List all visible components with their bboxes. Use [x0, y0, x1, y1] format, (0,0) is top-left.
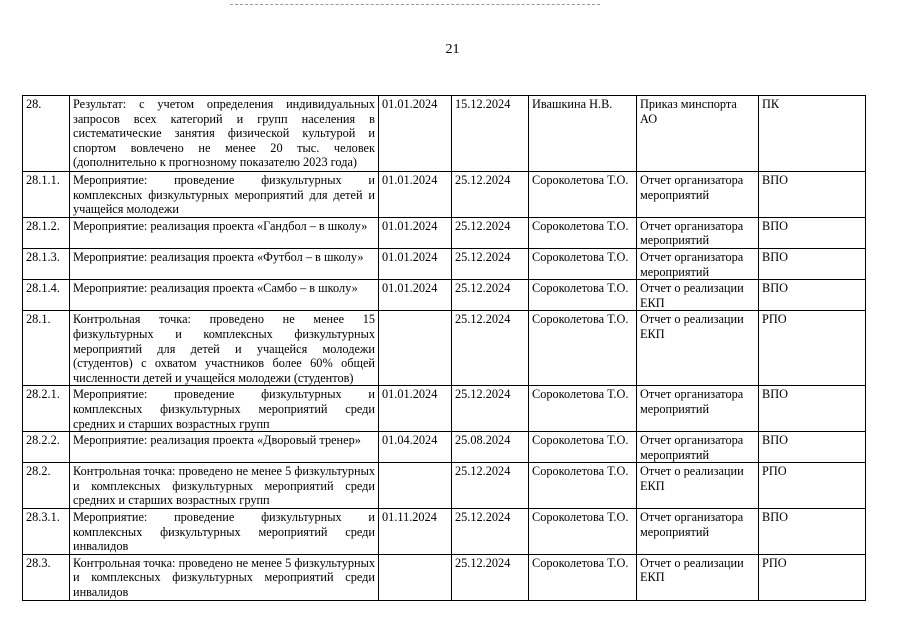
responsible: Сороколетова Т.О. — [529, 280, 637, 311]
table-row — [23, 217, 866, 248]
responsible: Сороколетова Т.О. — [529, 172, 637, 218]
row-number: 28.2. — [23, 463, 70, 509]
document-type: Отчет о реализации ЕКП — [637, 463, 759, 509]
end-date: 25.12.2024 — [452, 509, 529, 555]
responsible: Сороколетова Т.О. — [529, 554, 637, 600]
document-type: Отчет о реализации ЕКП — [637, 554, 759, 600]
task-description: Контрольная точка: проведено не менее 15 физкультурных и комплексных физкультурных мероприятий для детей и учащейся молодежи (студентов) с охватом участников более 60% общей численности детей и учащейся молодежи (студентов) — [70, 311, 379, 386]
start-date: 01.11.2024 — [379, 509, 452, 555]
responsible: Сороколетова Т.О. — [529, 386, 637, 432]
start-date — [379, 463, 452, 509]
task-description: Контрольная точка: проведено не менее 5 физкультурных и комплексных физкультурных мероприятий среди средних и старших возрастных групп — [70, 463, 379, 509]
document-type: Приказ минспорта АО — [637, 96, 759, 172]
document-type: Отчет организатора мероприятий — [637, 248, 759, 279]
table-row — [23, 280, 866, 311]
document-type: Отчет организатора мероприятий — [637, 432, 759, 463]
task-description: Мероприятие: реализация проекта «Футбол – в школу» — [70, 248, 379, 279]
end-date: 25.12.2024 — [452, 172, 529, 218]
end-date: 25.12.2024 — [452, 311, 529, 386]
control-level: ВПО — [759, 172, 866, 218]
control-level: РПО — [759, 311, 866, 386]
row-number: 28. — [23, 96, 70, 172]
start-date: 01.01.2024 — [379, 386, 452, 432]
table-row — [23, 463, 866, 509]
plan-table — [22, 95, 866, 601]
end-date: 25.08.2024 — [452, 432, 529, 463]
end-date: 15.12.2024 — [452, 96, 529, 172]
control-level: ВПО — [759, 432, 866, 463]
start-date — [379, 311, 452, 386]
row-number: 28.1. — [23, 311, 70, 386]
document-type: Отчет организатора мероприятий — [637, 509, 759, 555]
start-date: 01.04.2024 — [379, 432, 452, 463]
control-level: ВПО — [759, 386, 866, 432]
responsible: Ивашкина Н.В. — [529, 96, 637, 172]
row-number: 28.3. — [23, 554, 70, 600]
start-date — [379, 554, 452, 600]
control-level: РПО — [759, 463, 866, 509]
task-description: Мероприятие: реализация проекта «Гандбол – в школу» — [70, 217, 379, 248]
row-number: 28.3.1. — [23, 509, 70, 555]
document-type: Отчет о реализации ЕКП — [637, 280, 759, 311]
task-description: Результат: с учетом определения индивидуальных запросов всех категорий и групп населения в систематические занятия физической культурой и спортом вовлечено не менее 20 тыс. человек (дополнительно к прогнозному показателю 2023 года) — [70, 96, 379, 172]
end-date: 25.12.2024 — [452, 280, 529, 311]
task-description: Мероприятие: проведение физкультурных и комплексных физкультурных мероприятий среди средних и старших возрастных групп — [70, 386, 379, 432]
table-row — [23, 554, 866, 600]
start-date: 01.01.2024 — [379, 96, 452, 172]
row-number: 28.1.4. — [23, 280, 70, 311]
responsible: Сороколетова Т.О. — [529, 432, 637, 463]
page-number: 21 — [445, 42, 460, 57]
table-row — [23, 248, 866, 279]
end-date: 25.12.2024 — [452, 554, 529, 600]
responsible: Сороколетова Т.О. — [529, 509, 637, 555]
table-row — [23, 509, 866, 555]
document-type: Отчет о реализации ЕКП — [637, 311, 759, 386]
responsible: Сороколетова Т.О. — [529, 248, 637, 279]
control-level: ВПО — [759, 248, 866, 279]
document-type: Отчет организатора мероприятий — [637, 217, 759, 248]
start-date: 01.01.2024 — [379, 172, 452, 218]
document-type: Отчет организатора мероприятий — [637, 386, 759, 432]
task-description: Мероприятие: реализация проекта «Дворовый тренер» — [70, 432, 379, 463]
document-type: Отчет организатора мероприятий — [637, 172, 759, 218]
responsible: Сороколетова Т.О. — [529, 217, 637, 248]
end-date: 25.12.2024 — [452, 217, 529, 248]
task-description: Мероприятие: проведение физкультурных и комплексных физкультурных мероприятий для детей и учащейся молодежи — [70, 172, 379, 218]
row-number: 28.2.1. — [23, 386, 70, 432]
responsible: Сороколетова Т.О. — [529, 463, 637, 509]
table-row — [23, 386, 866, 432]
table-row — [23, 432, 866, 463]
end-date: 25.12.2024 — [452, 248, 529, 279]
row-number: 28.2.2. — [23, 432, 70, 463]
responsible: Сороколетова Т.О. — [529, 311, 637, 386]
table-row — [23, 172, 866, 218]
end-date: 25.12.2024 — [452, 463, 529, 509]
end-date: 25.12.2024 — [452, 386, 529, 432]
control-level: ПК — [759, 96, 866, 172]
control-level: РПО — [759, 554, 866, 600]
table-row — [23, 96, 866, 172]
row-number: 28.1.2. — [23, 217, 70, 248]
table-row — [23, 311, 866, 386]
start-date: 01.01.2024 — [379, 217, 452, 248]
row-number: 28.1.1. — [23, 172, 70, 218]
control-level: ВПО — [759, 509, 866, 555]
row-number: 28.1.3. — [23, 248, 70, 279]
start-date: 01.01.2024 — [379, 248, 452, 279]
task-description: Контрольная точка: проведено не менее 5 физкультурных и комплексных физкультурных мероприятий среди инвалидов — [70, 554, 379, 600]
start-date: 01.01.2024 — [379, 280, 452, 311]
top-scan-line — [230, 4, 600, 5]
task-description: Мероприятие: проведение физкультурных и комплексных физкультурных мероприятий среди инвалидов — [70, 509, 379, 555]
task-description: Мероприятие: реализация проекта «Самбо – в школу» — [70, 280, 379, 311]
control-level: ВПО — [759, 280, 866, 311]
control-level: ВПО — [759, 217, 866, 248]
